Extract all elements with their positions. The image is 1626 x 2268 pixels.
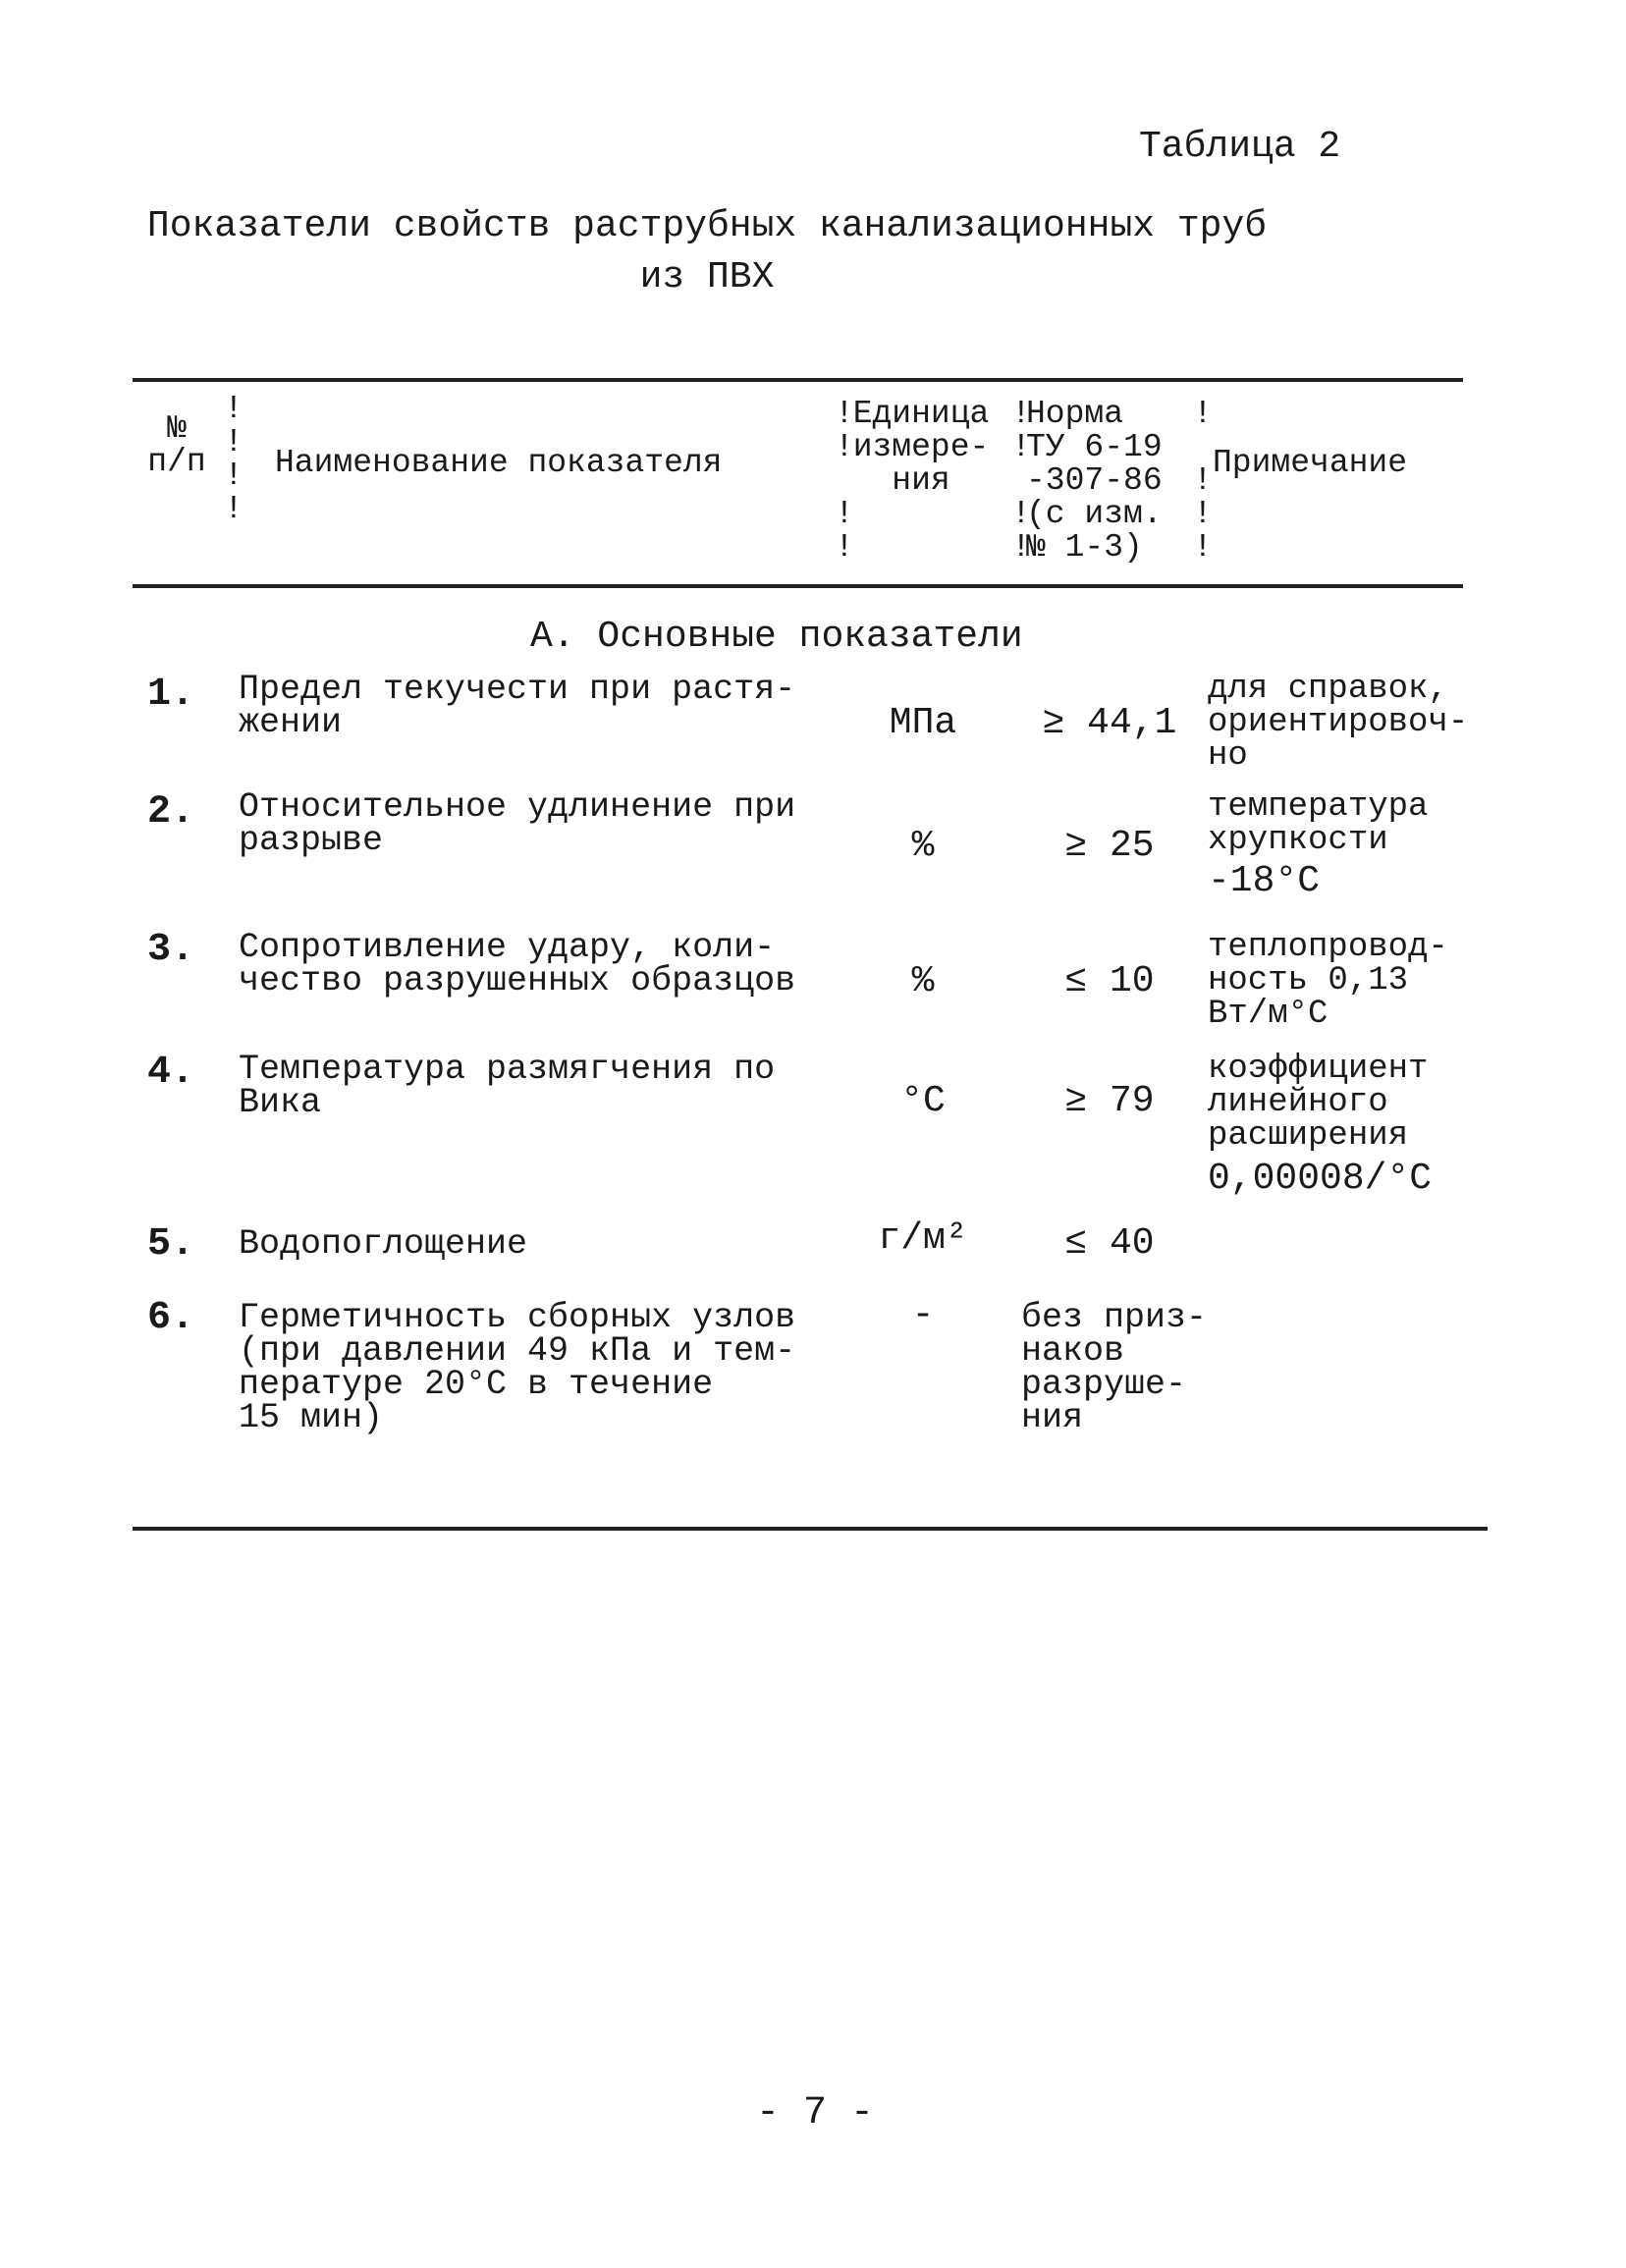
row-name: Относительное удлинение при разрыве	[239, 787, 796, 860]
row-unit: г/м²	[878, 1217, 968, 1260]
row-number: 5.	[147, 1222, 195, 1267]
row-unit: °С	[900, 1080, 946, 1122]
row-norm: ≥ 79	[1064, 1080, 1155, 1122]
row-unit: -	[911, 1294, 935, 1336]
row-number: 4.	[147, 1051, 195, 1095]
header-separator: ! ! ! !	[835, 396, 854, 566]
row-unit: %	[911, 825, 935, 867]
document-title	[118, 201, 1296, 303]
row-unit: МПа	[889, 702, 957, 744]
row-note: теплопровод- ность 0,13 Вт/м°С	[1208, 929, 1448, 1033]
title-line: Показатели свойств раструбных канализационных труб	[146, 205, 1268, 247]
row-note: коэффициент линейного расширения 0,00008/°С	[1208, 1051, 1433, 1200]
title-line: из ПВХ	[639, 256, 775, 298]
row-norm: ≥ 44,1	[1042, 702, 1177, 744]
row-number: 1.	[147, 673, 195, 717]
header-separator: ! ! ! !	[1011, 396, 1031, 566]
header-name: Наименование показателя	[275, 445, 723, 481]
header-note: Примечание	[1213, 445, 1408, 481]
row-name: Предел текучести при растя- жении	[239, 670, 796, 742]
table-bottom-rule	[133, 1527, 1488, 1531]
row-unit: %	[911, 960, 935, 1002]
header-bottom-rule	[133, 584, 1463, 588]
page-number: - 7 -	[755, 2091, 875, 2135]
row-note: для справок, ориентировоч- но	[1208, 671, 1469, 775]
row-name: Герметичность сборных узлов (при давлении 49 кПа и тем- пературе 20°С в течение 15 мин)	[239, 1298, 796, 1437]
header-separator: ! ! ! !	[1193, 396, 1213, 566]
row-norm: ≥ 25	[1064, 825, 1155, 867]
table-caption: Таблица 2	[1139, 126, 1341, 168]
row-name: Температура размягчения по Вика	[239, 1050, 776, 1122]
row-name: Водопоглощение	[239, 1224, 528, 1264]
header-num: № п/п	[147, 410, 206, 480]
table-top-rule	[133, 378, 1463, 382]
row-name: Сопротивление удару, коли- чество разрушенных образцов	[239, 928, 796, 1000]
row-norm: ≤ 10	[1064, 960, 1155, 1002]
section-title: А. Основные показатели	[530, 616, 1023, 658]
row-note: температура хрупкости -18°С	[1208, 788, 1429, 902]
row-norm: без приз- наков разруше- ния	[1021, 1298, 1208, 1437]
header-unit: Единица измере- ния	[852, 396, 990, 499]
row-number: 2.	[147, 790, 195, 835]
row-number: 6.	[147, 1296, 195, 1340]
row-number: 3.	[147, 928, 195, 972]
header-norm: Норма ТУ 6-19 -307-86 (с изм. № 1-3)	[1026, 396, 1163, 566]
row-norm: ≤ 40	[1064, 1222, 1155, 1265]
header-separator: ! ! ! !	[224, 391, 244, 527]
